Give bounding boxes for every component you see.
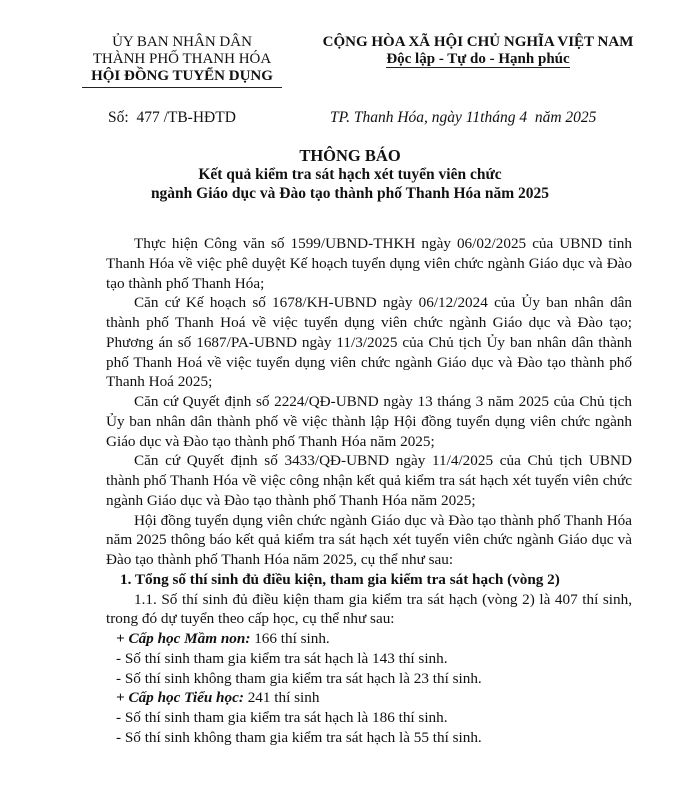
- issuer-underline: [82, 87, 282, 88]
- list-item: - Số thí sinh tham gia kiểm tra sát hạch là 186 thí sinh.: [116, 709, 448, 726]
- level-primary: [106, 688, 632, 708]
- date-month: 4: [519, 109, 528, 126]
- list-item: - Số thí sinh tham gia kiểm tra sát hạch là 143 thí sinh.: [116, 649, 448, 667]
- issuer-line-3: HỘI ĐỒNG TUYỂN DỤNG: [91, 68, 273, 84]
- level-label: + Cấp học Tiểu học:: [116, 689, 244, 707]
- date-place: TP. Thanh Hóa, ngày: [330, 109, 462, 126]
- document-body: [106, 234, 632, 748]
- date-line: [330, 108, 596, 128]
- doc-number-prefix: Số:: [108, 109, 129, 126]
- level-count: 166 thí sinh.: [250, 630, 330, 647]
- level-count: 241 thí sinh: [243, 689, 320, 707]
- paragraph: Thực hiện Công văn số 1599/UBND-THKH ngày 06/02/2025 của UBND tỉnh Thanh Hóa về việc phê duyệt Kế hoạch tuyển dụng viên chức ngành Giáo dục và Đào tạo thành phố Thanh Hóa;: [106, 235, 632, 292]
- paragraph: Hội đồng tuyển dụng viên chức ngành Giáo dục và Đào tạo thành phố Thanh Hóa năm 2025 thông báo kết quả kiểm tra sát hạch xét tuyển viên chức ngành Giáo dục và Đào tạo thành phố Thanh Hóa năm 2025, cụ thể như sau:: [106, 511, 632, 568]
- subsection-text: 1.1. Số thí sinh đủ điều kiện tham gia kiểm tra sát hạch (vòng 2) là 407 thí sinh, trong đó dự tuyển theo cấp học, cụ thể như sau:: [106, 590, 632, 628]
- document-title: [60, 146, 640, 203]
- title-sub-2: ngành Giáo dục và Đào tạo thành phố Thanh Hóa năm 2025: [150, 185, 550, 202]
- document-number: [108, 108, 236, 128]
- section-heading: 1. Tổng số thí sinh đủ điều kiện, tham gia kiểm tra sát hạch (vòng 2): [120, 570, 560, 588]
- date-day: 11: [465, 109, 481, 126]
- national-header: [308, 34, 648, 68]
- level-label: + Cấp học Mầm non:: [116, 630, 251, 647]
- title-sub-1: Kết quả kiểm tra sát hạch xét tuyển viên chức: [198, 166, 502, 183]
- list-item: - Số thí sinh không tham gia kiểm tra sát hạch là 23 thí sinh.: [116, 669, 482, 687]
- title-main: THÔNG BÁO: [299, 146, 401, 165]
- list-item: - Số thí sinh không tham gia kiểm tra sát hạch là 55 thí sinh.: [116, 728, 482, 746]
- issuer-header: [68, 34, 296, 85]
- date-month-label: tháng: [480, 109, 516, 126]
- doc-number-value: 477: [136, 109, 160, 126]
- national-title: CỘNG HÒA XÃ HỘI CHỦ NGHĨA VIỆT NAM: [322, 34, 634, 50]
- paragraph: Căn cứ Quyết định số 2224/QĐ-UBND ngày 13 tháng 3 năm 2025 của Chủ tịch Ủy ban nhân dân thành phố về việc thành lập Hội đồng tuyển dụng viên chức ngành Giáo dục và Đào tạo thành phố Thanh Hóa năm 2025;: [106, 393, 632, 450]
- date-year: năm 2025: [534, 109, 597, 126]
- level-kindergarten: [106, 629, 632, 649]
- issuer-line-2: THÀNH PHỐ THANH HÓA: [92, 51, 272, 67]
- paragraph: Căn cứ Kế hoạch số 1678/KH-UBND ngày 06/12/2024 của Ủy ban nhân dân thành phố Thanh Hoá về việc tuyển dụng viên chức ngành Giáo dục và Đào tạo; Phương án số 1687/PA-UBND ngày 11/3/2025 của Chủ tịch Ủy ban nhân dân thành phố Thanh Hoá về việc tuyển dụng viên chức ngành Giáo dục và Đào tạo thành phố Thanh Hoá 2025;: [106, 294, 632, 391]
- doc-number-suffix: /TB-HĐTD: [163, 109, 236, 126]
- issuer-line-1: ỦY BAN NHÂN DÂN: [112, 34, 252, 50]
- national-motto: Độc lập - Tự do - Hạnh phúc: [386, 51, 570, 67]
- paragraph: Căn cứ Quyết định số 3433/QĐ-UBND ngày 11/4/2025 của Chủ tịch UBND thành phố Thanh Hóa về việc công nhận kết quả kiểm tra sát hạch xét tuyển viên chức ngành Giáo dục và Đào tạo thành phố Thanh Hóa năm 2025;: [106, 452, 632, 509]
